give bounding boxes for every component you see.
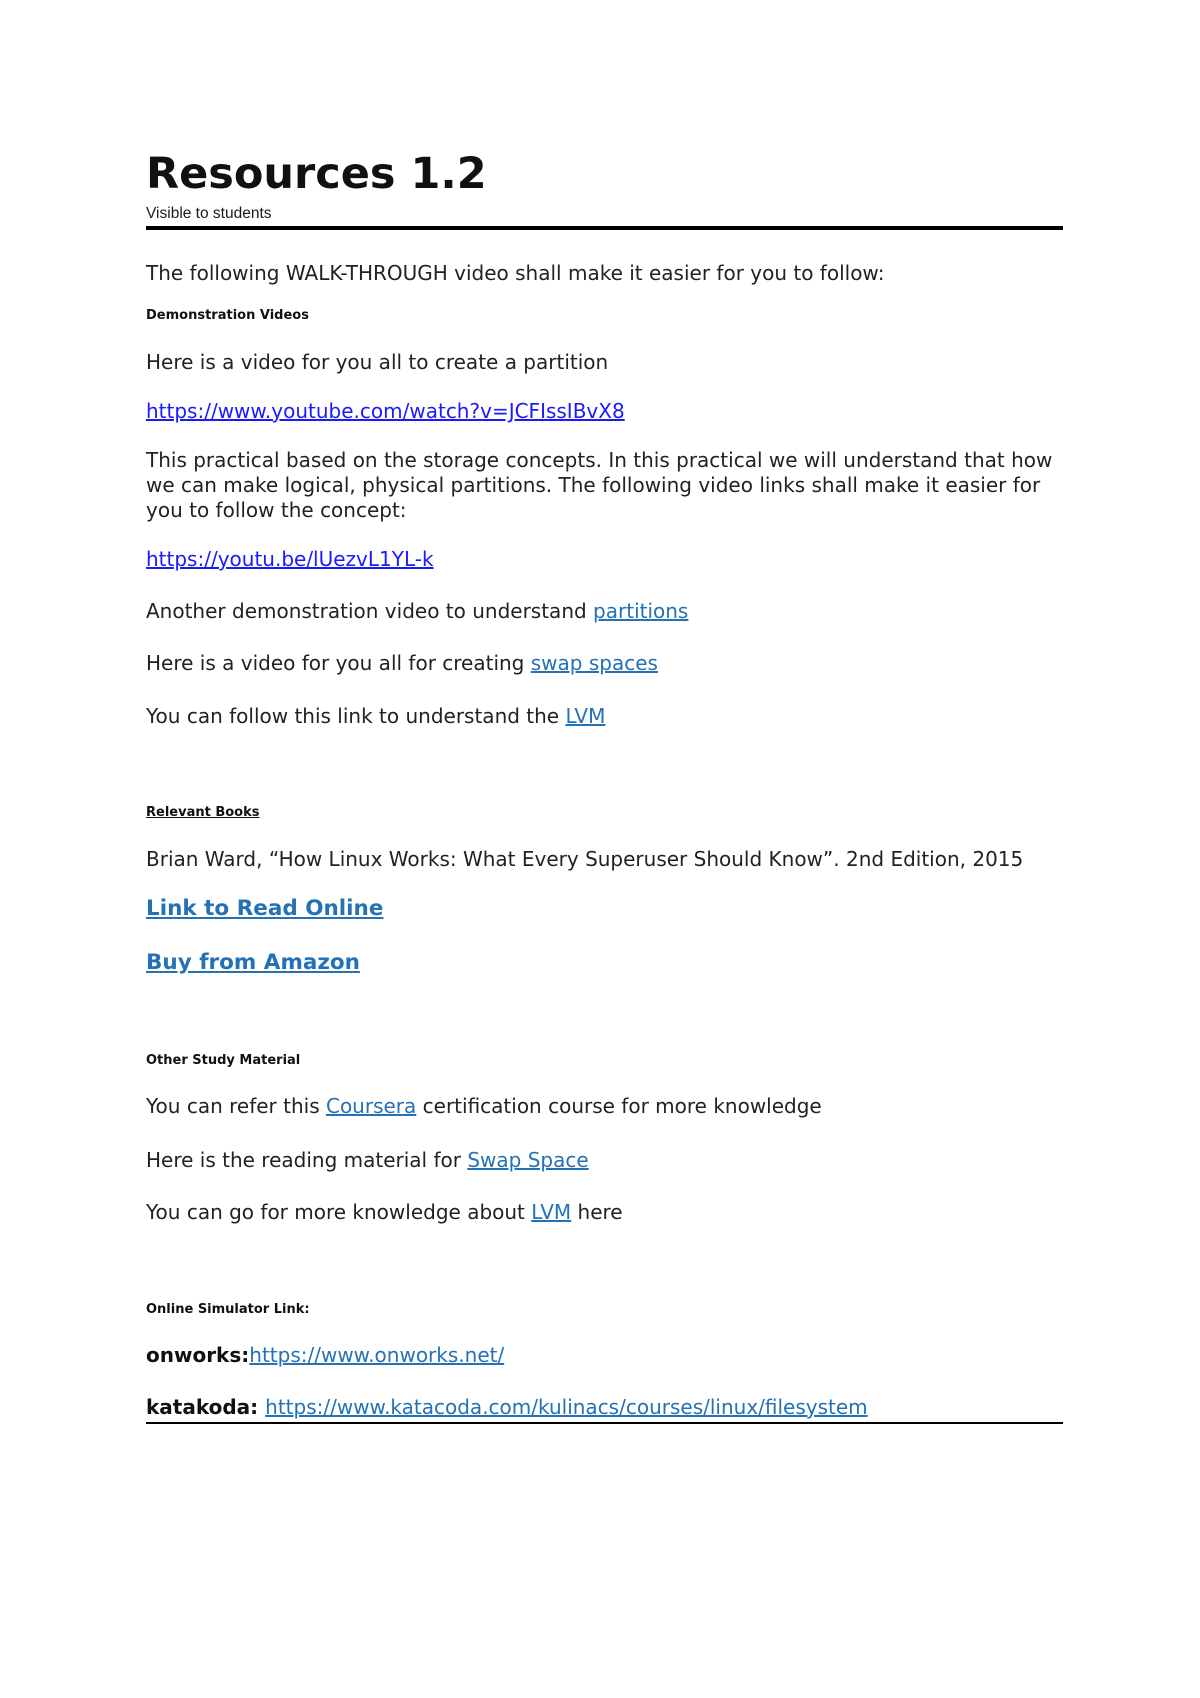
demo-videos-heading: Demonstration Videos (146, 308, 309, 323)
read-online-link[interactable]: Link to Read Online (146, 896, 384, 921)
partitions-prefix: Another demonstration video to understand (146, 599, 594, 623)
document-content (146, 148, 1063, 1424)
storage-concepts-paragraph: This practical based on the storage concepts. In this practical we will understand that how we can make logical, physical partitions. The following video links shall make it easier for you to follow the concept: (146, 448, 1053, 522)
lvm-video-link[interactable]: LVM (565, 704, 606, 728)
youtu-be-link-line (146, 547, 1063, 572)
partitions-line (146, 599, 1063, 624)
onworks-line (146, 1343, 1063, 1368)
katakoda-link[interactable]: https://www.katacoda.com/kulinacs/courses/linux/filesystem (265, 1395, 868, 1419)
page-title: Resources 1.2 (146, 149, 487, 199)
lvm-reading-line (146, 1200, 1063, 1225)
coursera-line (146, 1094, 1063, 1119)
book-citation: Brian Ward, “How Linux Works: What Every Superuser Should Know”. 2nd Edition, 2015 (146, 847, 1024, 871)
youtube-watch-link[interactable]: https://www.youtube.com/watch?v=JCFIssIBvX8 (146, 399, 625, 423)
youtube-link-line (146, 399, 1063, 424)
lvm-video-line (146, 704, 1063, 729)
swap-spaces-link[interactable]: swap spaces (530, 651, 658, 675)
katakoda-line (146, 1395, 1063, 1424)
partitions-link[interactable]: partitions (593, 599, 689, 623)
lvm-reading-suffix: here (571, 1200, 623, 1224)
read-online-line (146, 895, 1063, 923)
other-study-heading: Other Study Material (146, 1053, 301, 1068)
buy-amazon-link[interactable]: Buy from Amazon (146, 950, 360, 975)
youtu-be-link[interactable]: https://youtu.be/lUezvL1YL-k (146, 547, 434, 571)
swap-space-line (146, 1148, 1063, 1173)
buy-amazon-line (146, 949, 1063, 977)
intro-text: The following WALK-THROUGH video shall make it easier for you to follow: (146, 261, 885, 285)
onworks-link[interactable]: https://www.onworks.net/ (249, 1343, 505, 1367)
relevant-books-heading: Relevant Books (146, 805, 260, 820)
swap-spaces-prefix: Here is a video for you all for creating (146, 651, 531, 675)
coursera-prefix: You can refer this (146, 1094, 326, 1118)
lvm-reading-prefix: You can go for more knowledge about (146, 1200, 532, 1224)
lvm-video-prefix: You can follow this link to understand the (146, 704, 566, 728)
visibility-label: Visible to students (146, 204, 1063, 230)
swap-space-prefix: Here is the reading material for (146, 1148, 468, 1172)
partition-video-text: Here is a video for you all to create a partition (146, 350, 609, 374)
katakoda-label: katakoda: (146, 1395, 266, 1419)
lvm-reading-link[interactable]: LVM (531, 1200, 572, 1224)
swap-spaces-line (146, 651, 1063, 676)
coursera-suffix: certification course for more knowledge (416, 1094, 822, 1118)
swap-space-link[interactable]: Swap Space (467, 1148, 589, 1172)
onworks-label: onworks: (146, 1343, 250, 1367)
simulator-heading: Online Simulator Link: (146, 1302, 310, 1317)
coursera-link[interactable]: Coursera (325, 1094, 417, 1118)
